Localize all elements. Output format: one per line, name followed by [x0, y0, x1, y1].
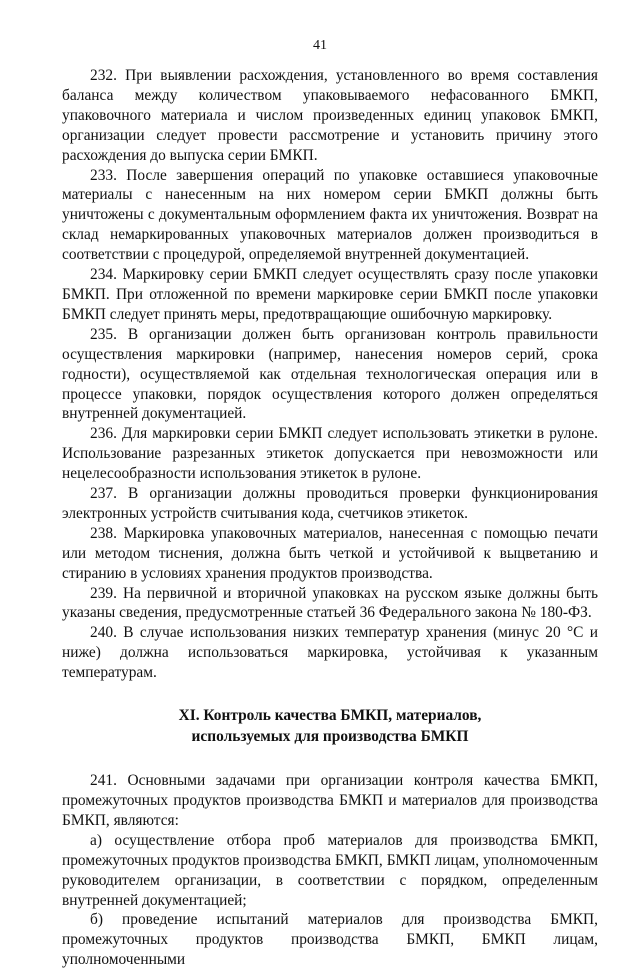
paragraph-240: 240. В случае использования низких температур хранения (минус 20 °С и ниже) должна использоваться маркировка, устойчивая к указанным температурам. [62, 624, 598, 682]
paragraph-241: 241. Основными задачами при организации контроля качества БМКП, промежуточных продуктов производства БМКП и материалов для производства БМКП, являются: [62, 772, 598, 829]
paragraph-233: 233. После завершения операций по упаковке оставшиеся упаковочные материалы с нанесенным на них номером серии БМКП должны быть уничтожены с документальным оформлением факта их уничтожения. Возврат на склад немаркированных упаковочных материалов должен производиться в соответствии с процедурой, определяемой внутренней документацией. [62, 166, 598, 264]
paragraph-239: 239. На первичной и вторичной упаковках на русском языке должны быть указаны сведения, предусмотренные статьей 36 Федерального закона № 180-ФЗ. [62, 584, 598, 622]
document-body [62, 66, 598, 970]
page-number: 41 [313, 38, 327, 53]
section-heading [62, 705, 598, 747]
paragraph-241-item-b: б) проведение испытаний материалов для производства БМКП, промежуточных продуктов производства БМКП, БМКП лицам, уполномоченными [62, 911, 598, 969]
paragraph-236: 236. Для маркировки серии БМКП следует использовать этикетки в рулоне. Использование разрезанных этикеток допускается при невозможности или нецелесообразности использования этикеток в рулоне. [62, 425, 598, 483]
paragraph-241-item-a: а) осуществление отбора проб материалов для производства БМКП, промежуточных продуктов производства БМКП, БМКП лицам, уполномоченным руководителем организации, в соответствии с порядком, определенным внутренней документацией; [62, 831, 598, 909]
paragraph-235: 235. В организации должен быть организован контроль правильности осуществления маркировки (например, нанесения номеров серий, срока годности), осуществляемой как отдельная технологическая операция или в процессе упаковки, порядок осуществления которого должен определяться внутренней документацией. [62, 325, 598, 423]
section-heading-line-2: используемых для производства БМКП [191, 728, 469, 746]
section-heading-line-1: XI. Контроль качества БМКП, материалов, [178, 707, 482, 725]
paragraph-232: 232. При выявлении расхождения, установленного во время составления баланса между количеством упаковываемого нефасованного БМКП, упаковочного материала и числом произведенных единиц упаковок БМКП, организации следует провести рассмотрение и установить причину этого расхождения до выпуска серии БМКП. [62, 67, 598, 164]
paragraph-238: 238. Маркировка упаковочных материалов, нанесенная с помощью печати или методом тиснения, должна быть четкой и устойчивой к выцветанию и стиранию в условиях хранения продуктов производства. [62, 524, 598, 582]
paragraph-234: 234. Маркировку серии БМКП следует осуществлять сразу после упаковки БМКП. При отложенной по времени маркировке серии БМКП после упаковки БМКП следует принять меры, предотвращающие ошибочную маркировку. [62, 266, 598, 323]
paragraph-237: 237. В организации должны проводиться проверки функционирования электронных устройств считывания кода, счетчиков этикеток. [62, 485, 598, 522]
